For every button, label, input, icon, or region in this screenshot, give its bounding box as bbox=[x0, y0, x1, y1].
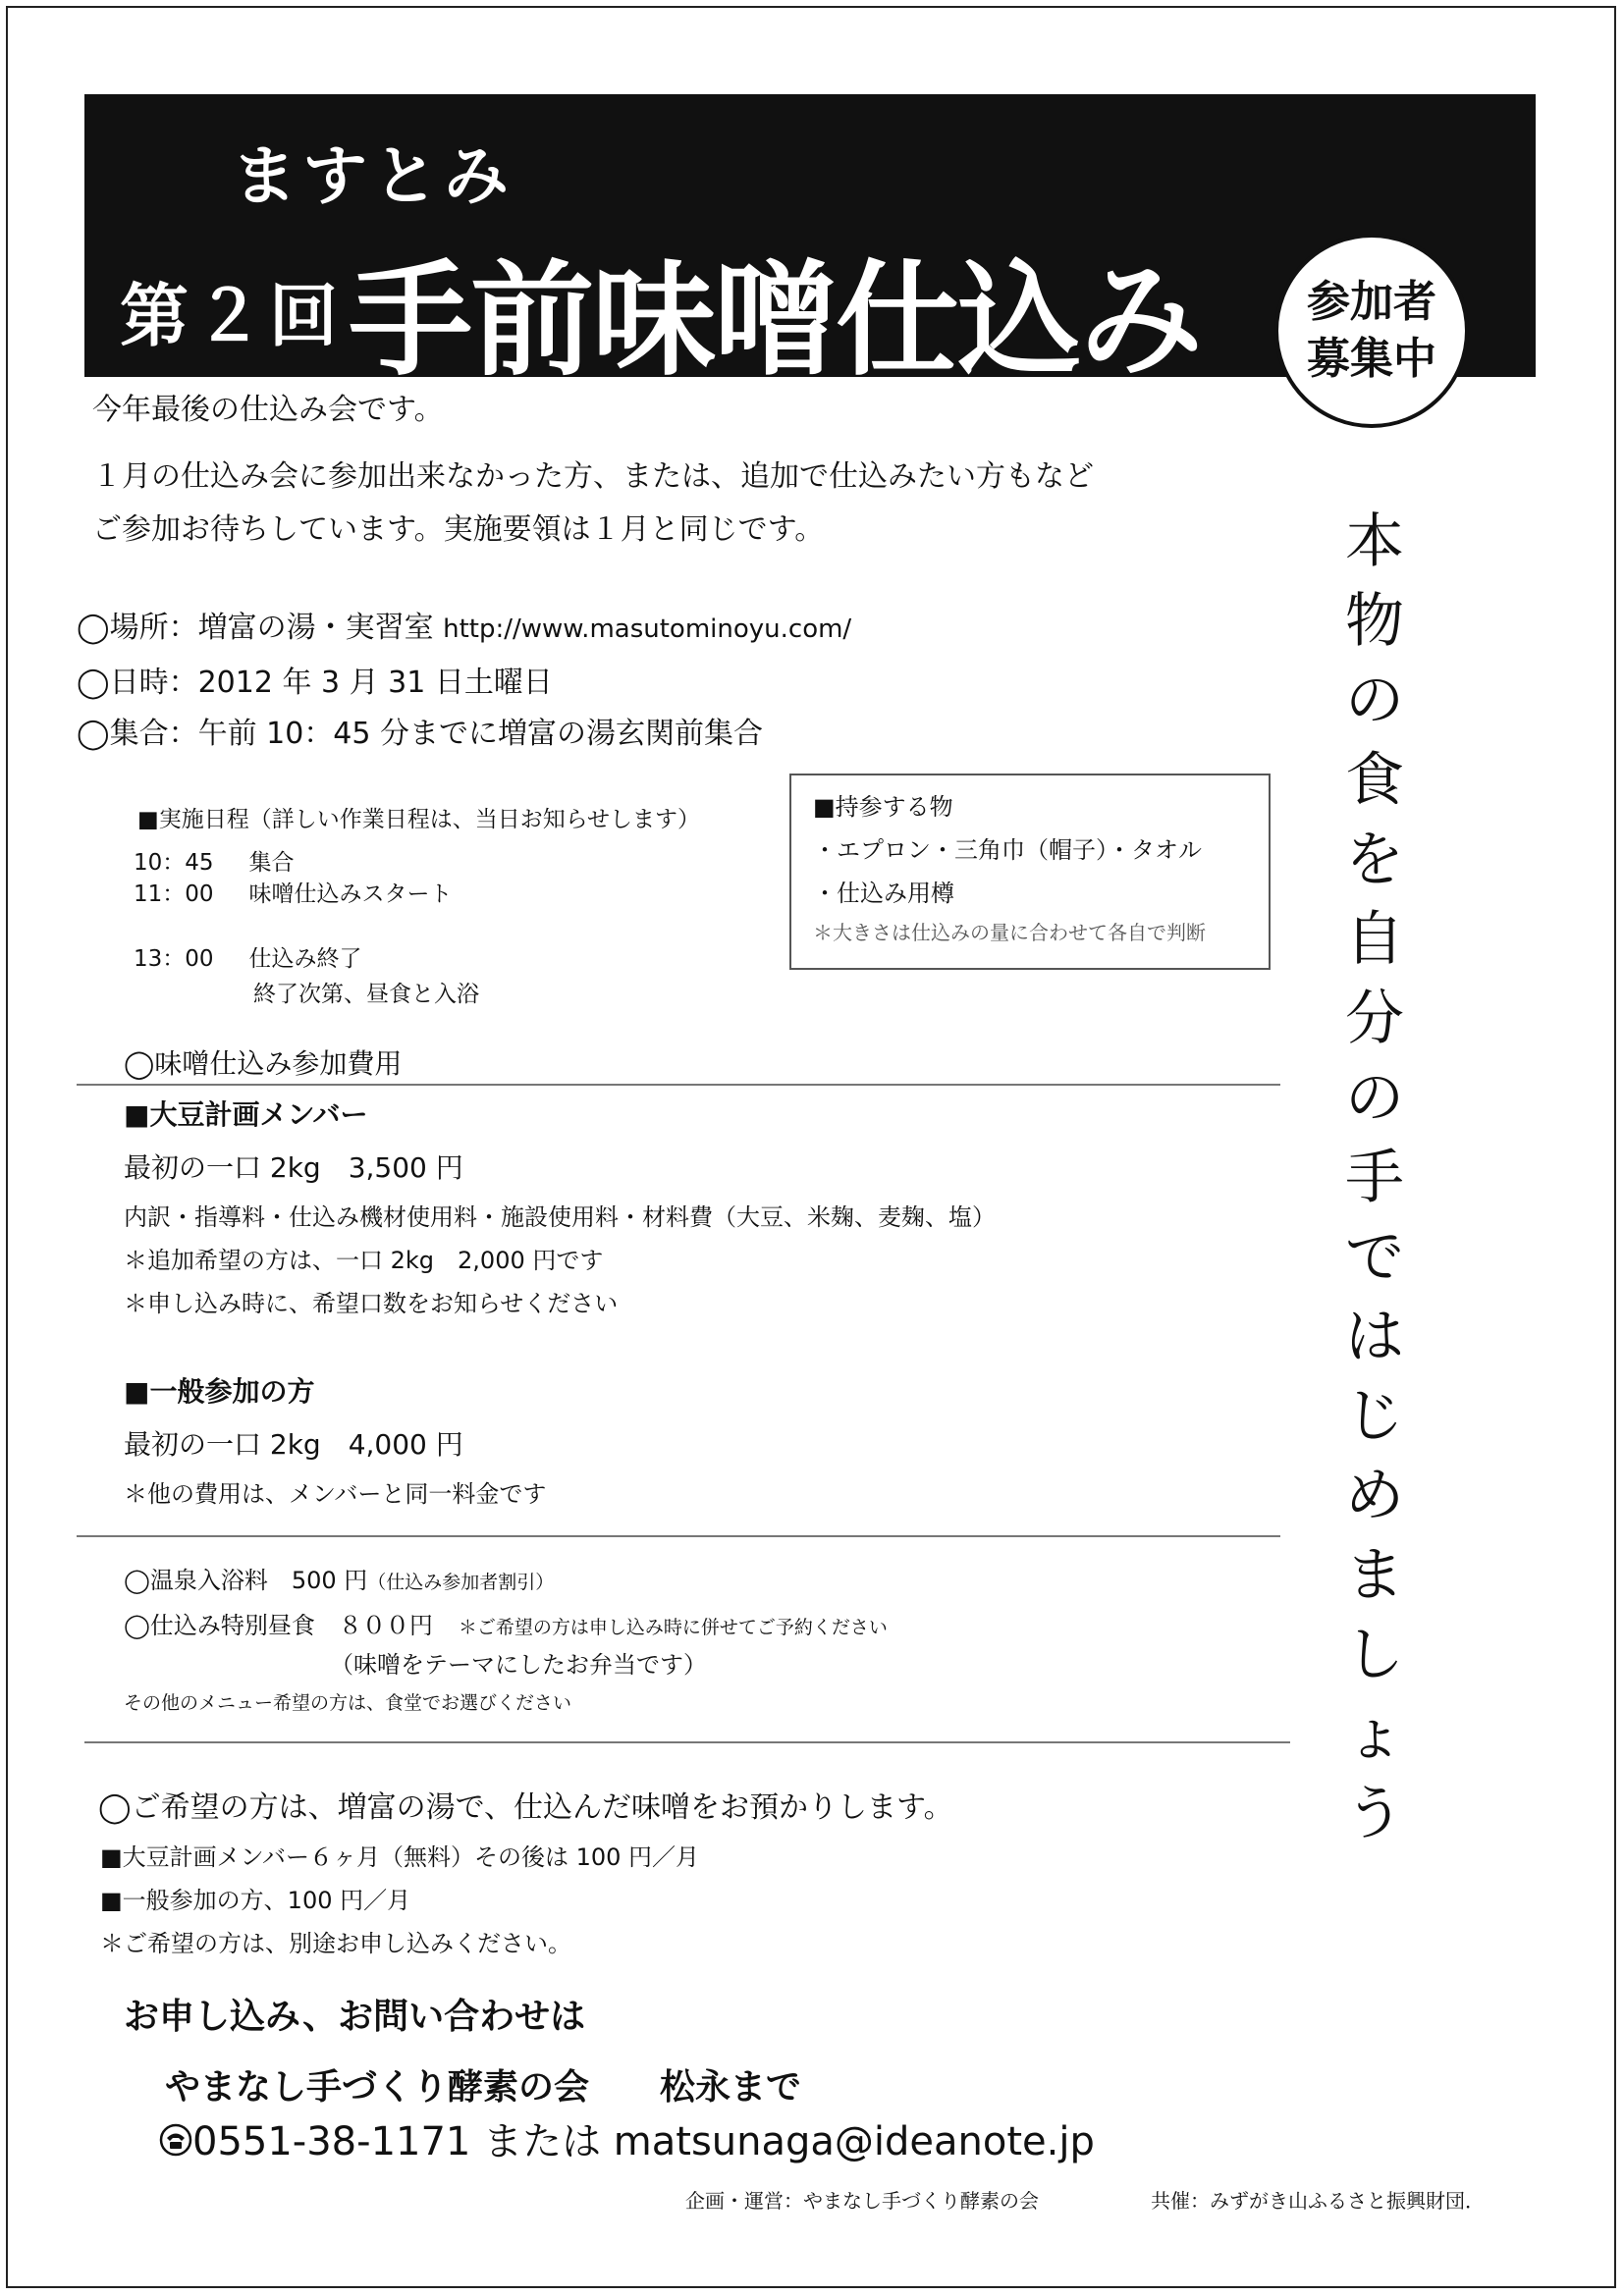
storage-general: ■一般参加の方、100 円／月 bbox=[100, 1887, 411, 1914]
general-price: 最初の一口 2kg 4,000 円 bbox=[124, 1428, 463, 1461]
bath-fee-label: ◯温泉入浴料 500 円 bbox=[124, 1567, 368, 1594]
badge-line1: 参加者 bbox=[1307, 277, 1436, 327]
slogan-char: ま bbox=[1345, 1541, 1404, 1610]
schedule-event: 仕込み終了 bbox=[248, 946, 362, 972]
slogan-char: ょ bbox=[1345, 1700, 1404, 1769]
recruiting-badge bbox=[1274, 234, 1469, 428]
contact-phone-email[interactable]: 0551-38-1171 または matsunaga@ideanote.jp bbox=[192, 2119, 1095, 2164]
bath-fee bbox=[124, 1561, 554, 1595]
place-url[interactable]: http://www.masutominoyu.com/ bbox=[443, 614, 852, 644]
info-place bbox=[77, 603, 851, 646]
slogan-char: で bbox=[1345, 1223, 1404, 1292]
storage-note: ＊ご希望の方は、別途お申し込みください。 bbox=[100, 1930, 571, 1957]
member-notice: ＊申し込み時に、希望口数をお知らせください bbox=[124, 1290, 619, 1317]
banner-main-title: 手前味噌仕込み bbox=[349, 248, 1202, 393]
lunch-fee bbox=[124, 1606, 888, 1640]
schedule-row bbox=[134, 844, 295, 877]
schedule-after: 終了次第、昼食と入浴 bbox=[253, 982, 479, 1007]
slogan-char: を bbox=[1345, 826, 1404, 894]
footer-sponsor: 共催：みずがき山ふるさと振興財団． bbox=[1151, 2189, 1485, 2213]
divider bbox=[77, 1084, 1280, 1086]
member-title: ■大豆計画メンバー bbox=[124, 1098, 368, 1131]
slogan-char: の bbox=[1345, 1064, 1404, 1133]
slogan-char: 手 bbox=[1345, 1144, 1404, 1212]
bring-item: ・エプロン・三角巾（帽子）・タオル bbox=[813, 836, 1202, 864]
slogan-char: 食 bbox=[1345, 746, 1404, 815]
schedule-row bbox=[134, 876, 453, 908]
slogan-char: 自 bbox=[1345, 905, 1404, 974]
contact-phone-line bbox=[159, 2110, 1095, 2166]
vertical-slogan bbox=[1316, 503, 1434, 1854]
info-meet: ◯集合：午前 10：45 分までに増富の湯玄関前集合 bbox=[77, 717, 763, 751]
storage-heading: ◯ご希望の方は、増富の湯で、仕込んだ味噌をお預かりします。 bbox=[98, 1790, 953, 1825]
fees-heading: ◯味噌仕込み参加費用 bbox=[124, 1047, 403, 1080]
divider bbox=[77, 1535, 1280, 1537]
member-price: 最初の一口 2kg 3,500 円 bbox=[124, 1151, 463, 1184]
banner-title bbox=[120, 222, 1201, 400]
intro-line-2: １月の仕込み会に参加出来なかった方、または、追加で仕込みたい方もなど bbox=[92, 459, 1094, 494]
schedule-time: 11：00 bbox=[134, 881, 214, 907]
general-note: ＊他の費用は、メンバーと同一料金です bbox=[124, 1480, 547, 1508]
schedule-event: 味噌仕込みスタート bbox=[248, 881, 453, 907]
slogan-char: う bbox=[1345, 1780, 1404, 1848]
badge-line2: 募集中 bbox=[1307, 334, 1436, 384]
storage-member: ■大豆計画メンバー６ヶ月（無料）その後は 100 円／月 bbox=[100, 1843, 700, 1871]
schedule-time: 13：00 bbox=[134, 946, 214, 972]
footer-organizer: 企画・運営：やまなし手づくり酵素の会 bbox=[685, 2189, 1039, 2213]
lunch-fee-note: ＊ご希望の方は申し込み時に併せてご予約ください bbox=[458, 1617, 888, 1638]
lunch-fee-label: ◯仕込み特別昼食 ８００円 bbox=[124, 1612, 433, 1639]
contact-org: やまなし手づくり酵素の会 松永まで bbox=[165, 2067, 802, 2108]
slogan-char: は bbox=[1345, 1303, 1404, 1371]
member-breakdown: 内訳・指導料・仕込み機材使用料・施設使用料・材料費（大豆、米麹、麦麹、塩） bbox=[124, 1203, 996, 1231]
schedule-time: 10：45 bbox=[134, 850, 214, 876]
bring-item: ・仕込み用樽 bbox=[813, 880, 954, 907]
bring-items-box bbox=[789, 774, 1271, 970]
info-date: ◯日時：2012 年 3 月 31 日土曜日 bbox=[77, 666, 553, 700]
bring-note: ＊大きさは仕込みの量に合わせて各自で判断 bbox=[813, 921, 1206, 944]
contact-heading: お申し込み、お問い合わせは bbox=[124, 1997, 586, 2037]
place-label: ◯場所：増富の湯・実習室 bbox=[77, 611, 434, 645]
banner-subtitle: ますとみ bbox=[232, 138, 514, 214]
slogan-char: 物 bbox=[1345, 587, 1404, 656]
intro-line-3: ご参加お待ちしています。実施要領は１月と同じです。 bbox=[92, 512, 825, 547]
slogan-char: じ bbox=[1345, 1382, 1404, 1451]
schedule-heading: ■実施日程（詳しい作業日程は、当日お知らせします） bbox=[137, 807, 701, 832]
slogan-char: 分 bbox=[1345, 985, 1404, 1053]
banner-edition: 第２回 bbox=[120, 276, 344, 356]
intro-line-1: 今年最後の仕込み会です。 bbox=[92, 393, 444, 427]
phone-icon bbox=[159, 2121, 192, 2166]
general-title: ■一般参加の方 bbox=[124, 1375, 315, 1408]
bring-heading: ■持参する物 bbox=[813, 793, 953, 821]
schedule-row bbox=[134, 940, 362, 973]
slogan-char: め bbox=[1345, 1462, 1404, 1530]
lunch-description: （味噌をテーマにしたお弁当です） bbox=[330, 1651, 707, 1679]
schedule-event: 集合 bbox=[248, 850, 295, 876]
slogan-char: し bbox=[1345, 1621, 1404, 1689]
other-menu-note: その他のメニュー希望の方は、食堂でお選びください bbox=[124, 1692, 572, 1714]
member-extra: ＊追加希望の方は、一口 2kg 2,000 円です bbox=[124, 1247, 604, 1274]
slogan-char: 本 bbox=[1345, 507, 1404, 576]
divider bbox=[84, 1741, 1290, 1743]
bath-fee-note: （仕込み参加者割引） bbox=[367, 1572, 555, 1593]
slogan-char: の bbox=[1345, 667, 1404, 735]
